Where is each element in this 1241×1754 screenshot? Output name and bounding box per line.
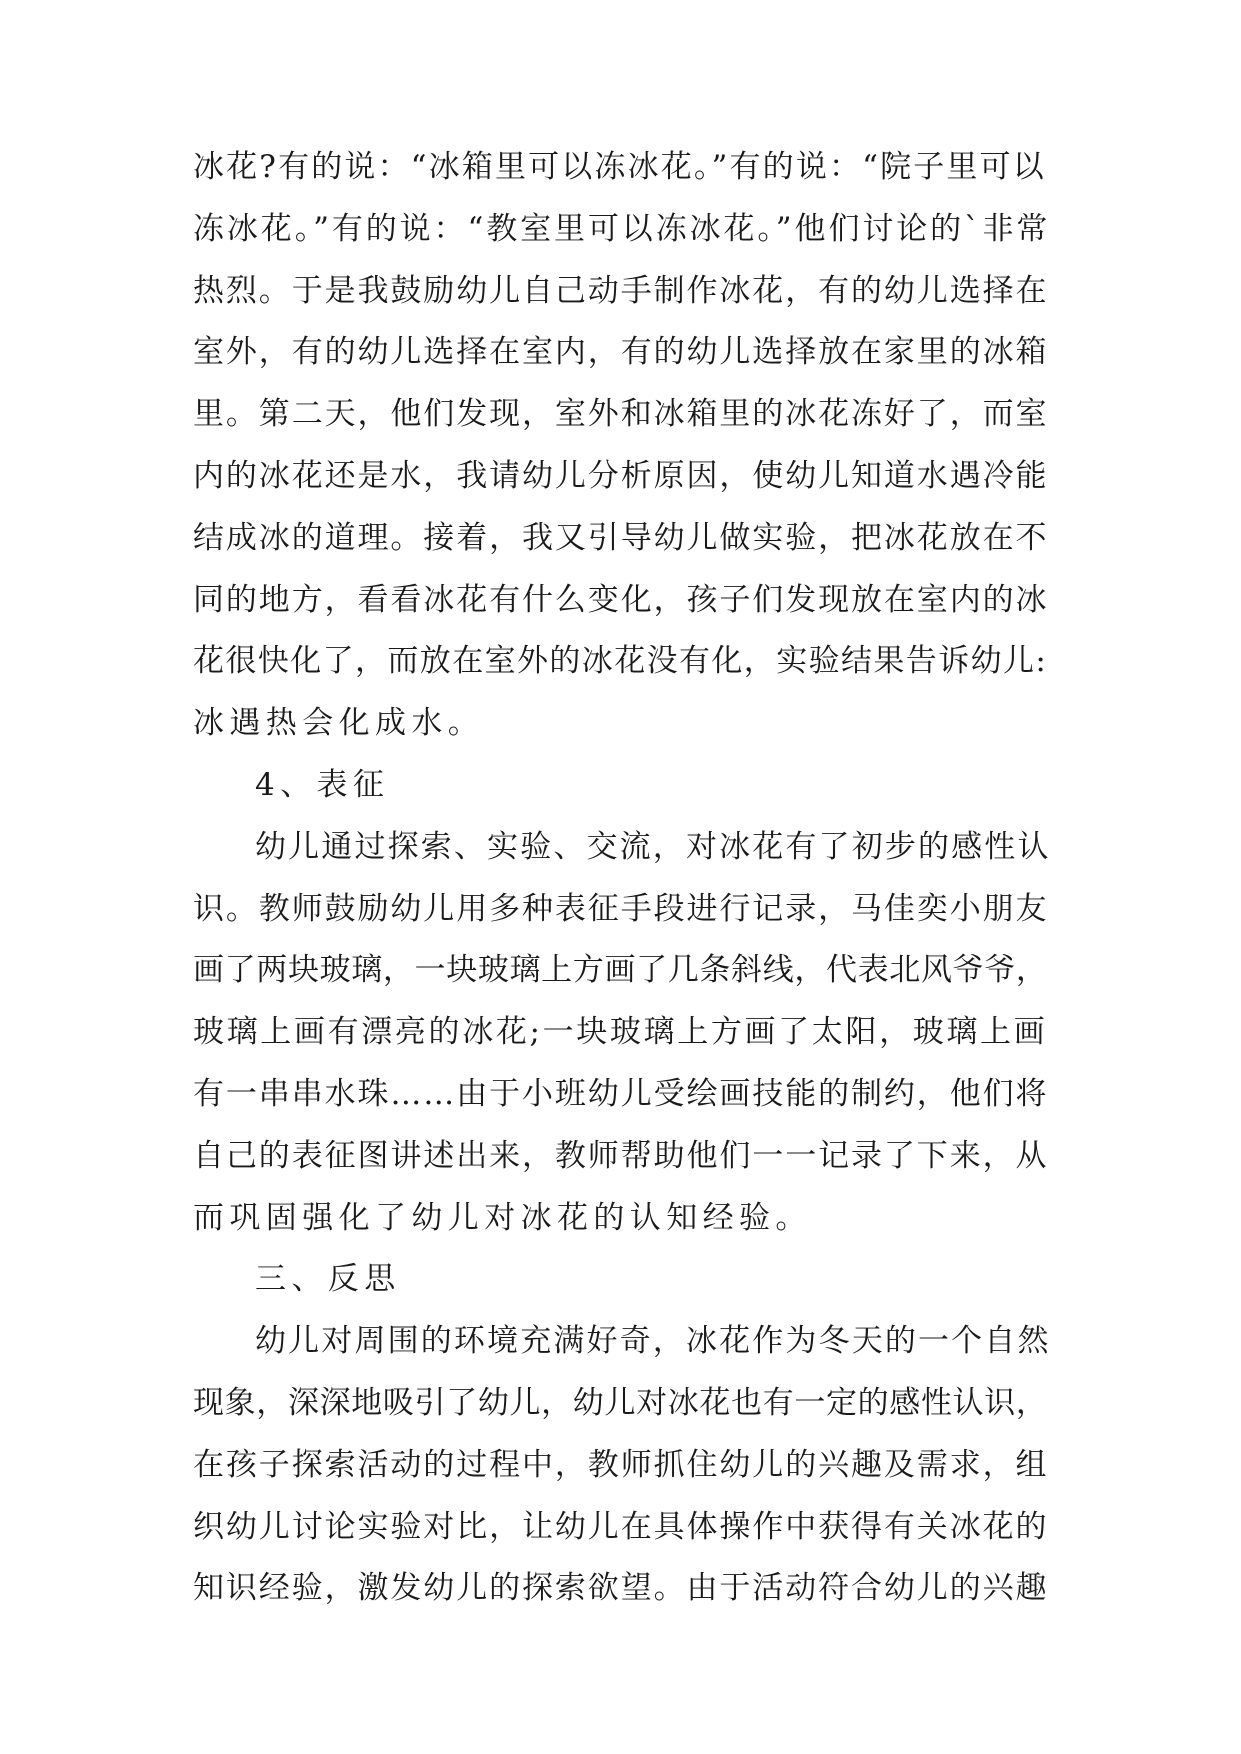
text-line: 同的地方，看看冰花有什么变化，孩子们发现放在室内的冰 [193,581,1049,618]
text-line: 玻璃上画有漂亮的冰花;一块玻璃上方画了太阳，玻璃上画 [193,1014,1048,1051]
text-line: 现象，深深地吸引了幼儿，幼儿对冰花也有一定的感性认识， [193,1384,1048,1421]
text-line: 室外，有的幼儿选择在室内，有的幼儿选择放在家里的冰箱 [193,334,1049,371]
text-line: 而巩固强化了幼儿对冰花的认知经验。 [193,1199,812,1236]
text-line: 内的冰花还是水，我请幼儿分析原因，使幼儿知道水遇冷能 [193,457,1049,494]
text-line: 里。第二天，他们发现，室外和冰箱里的冰花冻好了，而室 [193,396,1049,433]
text-line: 幼儿对周围的环境充满好奇，冰花作为冬天的一个自然 [255,1323,1051,1360]
text-line: 冻冰花。”有的说：“教室里可以冻冰花。”他们讨论的`非常 [193,210,1051,247]
text-line: 冰花?有的说：“冰箱里可以冻冰花。”有的说：“院子里可以 [193,149,1046,185]
text-line: 三、反思 [255,1261,401,1298]
text-line: 画了两块玻璃，一块玻璃上方画了几条斜线，代表北风爷爷， [193,952,1048,989]
text-line: 知识经验，激发幼儿的探索欲望。由于活动符合幼儿的兴趣 [193,1570,1049,1607]
text-line: 冰遇热会化成水。 [193,705,485,742]
text-line: 自己的表征图讲述出来，教师帮助他们一一记录了下来，从 [193,1137,1049,1174]
text-line: 在孩子探索活动的过程中，教师抓住幼儿的兴趣及需求，组 [193,1446,1049,1483]
text-line: 织幼儿讨论实验对比，让幼儿在具体操作中获得有关冰花的 [193,1508,1049,1545]
text-line: 花很快化了，而放在室外的冰花没有化，实验结果告诉幼儿: [193,643,1048,680]
text-line: 有一串串水珠……由于小班幼儿受绘画技能的制约，他们将 [193,1075,1049,1112]
document-body [193,137,1051,1620]
text-line: 幼儿通过探索、实验、交流，对冰花有了初步的感性认 [255,828,1051,865]
text-line: 4、表征 [255,766,390,803]
text-line: 热烈。于是我鼓励幼儿自己动手制作冰花，有的幼儿选择在 [193,272,1049,309]
text-line: 结成冰的道理。接着，我又引导幼儿做实验，把冰花放在不 [193,519,1049,556]
text-line: 识。教师鼓励幼儿用多种表征手段进行记录，马佳奕小朋友 [193,890,1049,927]
